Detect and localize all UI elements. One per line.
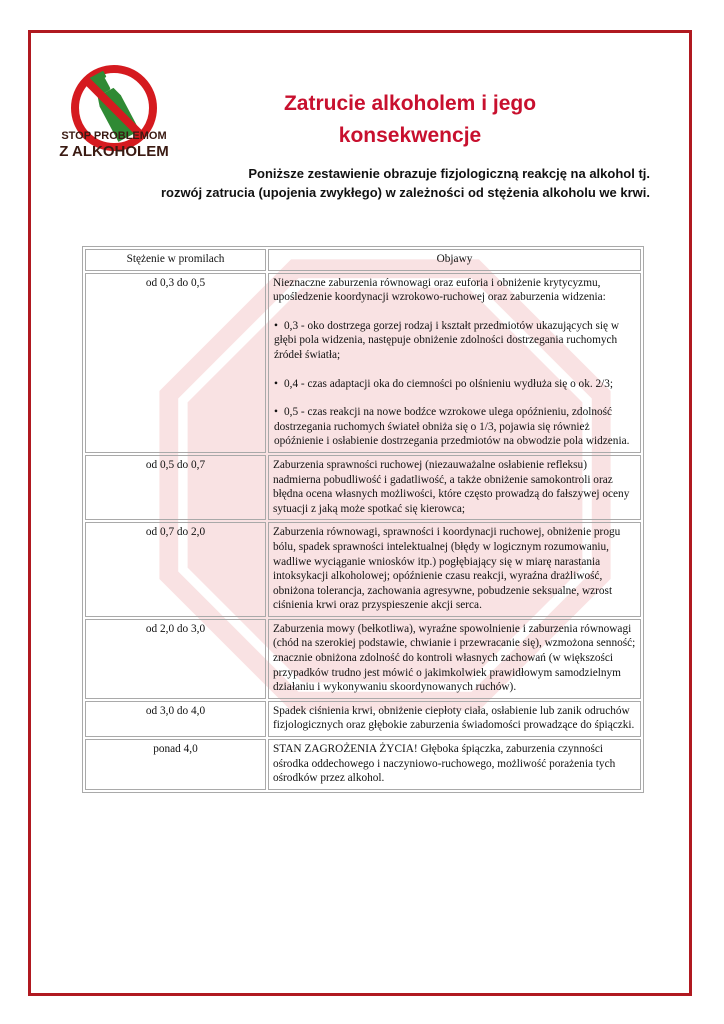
row-range: ponad 4,0 — [85, 739, 266, 790]
table-row — [85, 522, 641, 617]
row-range: od 0,3 do 0,5 — [85, 273, 266, 453]
row-symptoms: Zaburzenia równowagi, sprawności i koordynacji ruchowej, obniżenie progu bólu, spadek sprawności intelektualnej (błędy w logicznym rozumowaniu, wadliwe wyciąganie wniosków itp.) pogłębiający się w miarę narastania intoksykacji alkoholowej; opóźnienie czasu reakcji, wyraźna drażliwość, obniżona tolerancja, zachowania agresywne, pobudzenie seksualne, wzrost ciśnienia krwi oraz przyspieszenie akcji serca. — [268, 522, 641, 617]
intro-line-2: rozwój zatrucia (upojenia zwykłego) w zależności od stężenia alkoholu we krwi. — [160, 185, 650, 200]
table-row — [85, 619, 641, 699]
row-symptoms — [268, 273, 641, 453]
row-symptoms: Zaburzenia sprawności ruchowej (niezauważalne osłabienie refleksu) nadmierna pobudliwość i gadatliwość, a także obniżenie samokontroli oraz błędna ocena własnych możliwości, które często prowadzą do fałszywej oceny sytuacji z jaką może spotkać się kierowca; — [268, 455, 641, 520]
header-symptoms: Objawy — [268, 249, 641, 271]
row-range: od 2,0 do 3,0 — [85, 619, 266, 699]
logo-caption — [58, 131, 170, 159]
row-symptoms: Spadek ciśnienia krwi, obniżenie ciepłoty ciała, osłabienie lub zanik odruchów fizjologicznych oraz głębokie zaburzenia świadomości prowadzące do śpiączki. — [268, 701, 641, 737]
intro-line-1: Poniższe zestawienie obrazuje fizjologiczną reakcję na alkohol tj. — [248, 166, 650, 181]
logo-line-1: STOP PROBLEMOM — [61, 130, 167, 142]
title-line-2: konsekwencje — [338, 124, 482, 147]
row-text: Nieznaczne zaburzenia równowagi oraz euforia i obniżenie krytycyzmu, upośledzenie koordynacji wzrokowo-ruchowej oraz zaburzenia widzenia: — [273, 276, 606, 304]
table-row — [85, 455, 641, 520]
alcohol-effects-table — [82, 246, 644, 793]
header-concentration: Stężenie w promilach — [85, 249, 266, 271]
row-range: od 0,5 do 0,7 — [85, 455, 266, 520]
table-row — [85, 739, 641, 790]
table-header-row — [85, 249, 641, 271]
row-range: od 3,0 do 4,0 — [85, 701, 266, 737]
bullet-item: • 0,4 - czas adaptacji oka do ciemności po olśnieniu wydłuża się o ok. 2/3; — [273, 377, 636, 392]
table-row — [85, 701, 641, 737]
bullet-item: • 0,3 - oko dostrzega gorzej rodzaj i kształt przedmiotów ukazujących się w głębi pola widzenia, następuje obniżenie zdolności dostrzegania ruchomych źródeł światła; — [273, 319, 636, 363]
title-line-1: Zatrucie alkoholem i jego — [283, 92, 537, 115]
page-title — [220, 88, 600, 152]
row-range: od 0,7 do 2,0 — [85, 522, 266, 617]
logo-line-2: Z ALKOHOLEM — [59, 143, 169, 160]
intro-text — [70, 164, 650, 202]
row-symptoms: STAN ZAGROŻENIA ŻYCIA! Głęboka śpiączka, zaburzenia czynności ośrodka oddechowego i naczyniowo-ruchowego, możliwość porażenia tych ośrodków przez alkohol. — [268, 739, 641, 790]
row-symptoms: Zaburzenia mowy (bełkotliwa), wyraźne spowolnienie i zaburzenia równowagi (chód na szerokiej podstawie, chwianie i przewracanie się), wzmożona senność; znacznie obniżona zdolność do kontroli własnych zachowań (w większości przypadków trudno jest mówić o jakimkolwiek prawidłowym samodzielnym działaniu i wykonywaniu skoordynowanych ruchów). — [268, 619, 641, 699]
table-row — [85, 273, 641, 453]
bullet-item: • 0,5 - czas reakcji na nowe bodźce wzrokowe ulega opóźnieniu, zdolność dostrzegania ruchomych świateł obniża się o 1/3, pojawia się również opóźnienie i osłabienie dostrzegania przedmiotów na obwodzie pola widzenia. — [273, 405, 636, 449]
